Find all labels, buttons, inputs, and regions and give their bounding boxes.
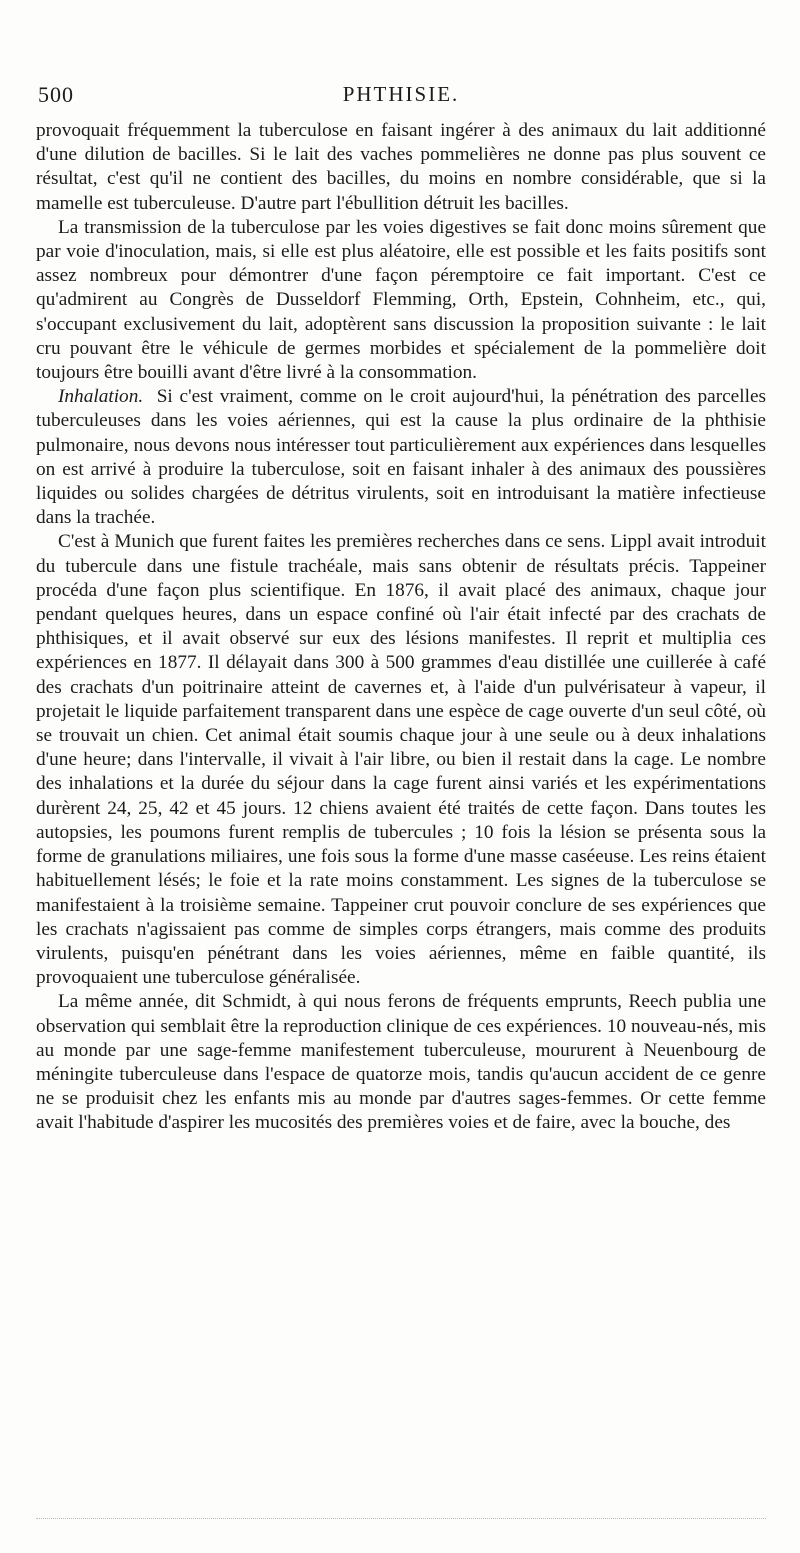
body-text <box>36 119 766 1136</box>
paragraph-reech-observation: La même année, dit Schmidt, à qui nous ferons de fréquents emprunts, Reech publia une observation qui semblait être la reproduction clinique de ces expériences. 10 nouveau-nés, mis au monde par une sage-femme manifestement tuberculeuse, moururent à Neuenbourg de méningite tuberculeuse dans l'espace de quatorze mois, tandis qu'aucun accident de ce genre ne se produisit chez les enfants mis au monde par d'autres sages-femmes. Or cette femme avait l'habitude d'aspirer les mucosités des premières voies et de faire, avec la bouche, des <box>36 991 766 1134</box>
page-number: 500 <box>38 82 74 107</box>
paragraph-digestive-transmission: La transmission de la tuberculose par les voies digestives se fait donc moins sûrement que par voie d'inoculation, mais, si elle est plus aléatoire, elle est possible et les faits positifs sont assez nombreux pour démontrer d'une façon péremptoire ce fait important. C'est ce qu'admirent au Congrès de Dusseldorf Flemming, Orth, Epstein, Cohnheim, etc., qui, s'occupant exclusivement du lait, adoptèrent sans discussion la proposition suivante : le lait cru pouvant être le véhicule de germes morbides et spécialement de la pommelière doit toujours être bouilli avant d'être livré à la consommation. <box>36 216 766 384</box>
page-header <box>36 82 766 112</box>
footer-dotted-rule <box>36 1518 766 1519</box>
paragraph-inhalation <box>36 385 766 530</box>
paragraph-munich-experiments: C'est à Munich que furent faites les premières recherches dans ce sens. Lippl avait introduit du tubercule dans une fistule trachéale, mais sans obtenir de résultats précis. Tappeiner procéda d'une façon plus scientifique. En 1876, il avait placé des animaux, chaque jour pendant quelques heures, dans un espace confiné où l'air était infecté par des crachats de phthisiques, et il avait observé sur eux des lésions manifestes. Il reprit et multiplia ces expériences en 1877. Il délayait dans 300 à 500 grammes d'eau distillée une cuillerée à café des crachats d'un poitrinaire atteint de cavernes et, à l'aide d'un pulvérisateur à vapeur, il projetait le liquide parfaitement transparent dans une espèce de cage ouverte d'un seul côté, où se trouvait un chien. Cet animal était soumis chaque jour à une seule ou à deux inhalations d'une heure; dans l'intervalle, il vivait à l'air libre, ou bien il restait dans la cage. Le nombre des inhalations et la durée du séjour dans la cage furent ainsi variés et les expérimentations durèrent 24, 25, 42 et 45 jours. 12 chiens avaient été traités de cette façon. Dans toutes les autopsies, les poumons furent remplis de tubercules ; 10 fois la lésion se présenta sous la forme de granulations miliaires, une fois sous la forme d'une masse caséeuse. Les reins étaient habituellement lésés; le foie et la rate moins constamment. Les signes de la tuberculose se manifestaient à la troisième semaine. Tappeiner crut pouvoir conclure de ses expériences que les crachats n'agissaient pas comme de simples corps étrangers, mais comme des produits virulents, puisqu'en pénétrant dans les voies aériennes, même en faible quantité, ils provoquaient une tuberculose généralisée. <box>36 531 766 989</box>
paragraph-continuation: provoquait fréquemment la tuberculose en faisant ingérer à des animaux du lait additionné d'une dilution de bacilles. Si le lait des vaches pommelières ne donne pas plus souvent ce résultat, c'est qu'il ne contient des bacilles, du moins en nombre considérable, que si la mamelle est tuberculeuse. D'autre part l'ébullition détruit les bacilles. <box>36 120 766 214</box>
running-title: PHTHISIE. <box>342 82 460 106</box>
paragraph-inhalation-text: Si c'est vraiment, comme on le croit aujourd'hui, la pénétration des parcelles tuberculeuses dans les voies aériennes, qui est la cause la plus ordinaire de la phthisie pulmonaire, nous devons nous intéresser tout particulièrement aux expériences dans lesquelles on est arrivé à produire la tuberculose, soit en faisant inhaler à des animaux des poussières liquides ou solides chargées de détritus virulents, soit en introduisant la matière infectieuse dans la trachée. <box>36 386 767 529</box>
section-heading-inhalation: Inhalation. <box>58 386 144 408</box>
